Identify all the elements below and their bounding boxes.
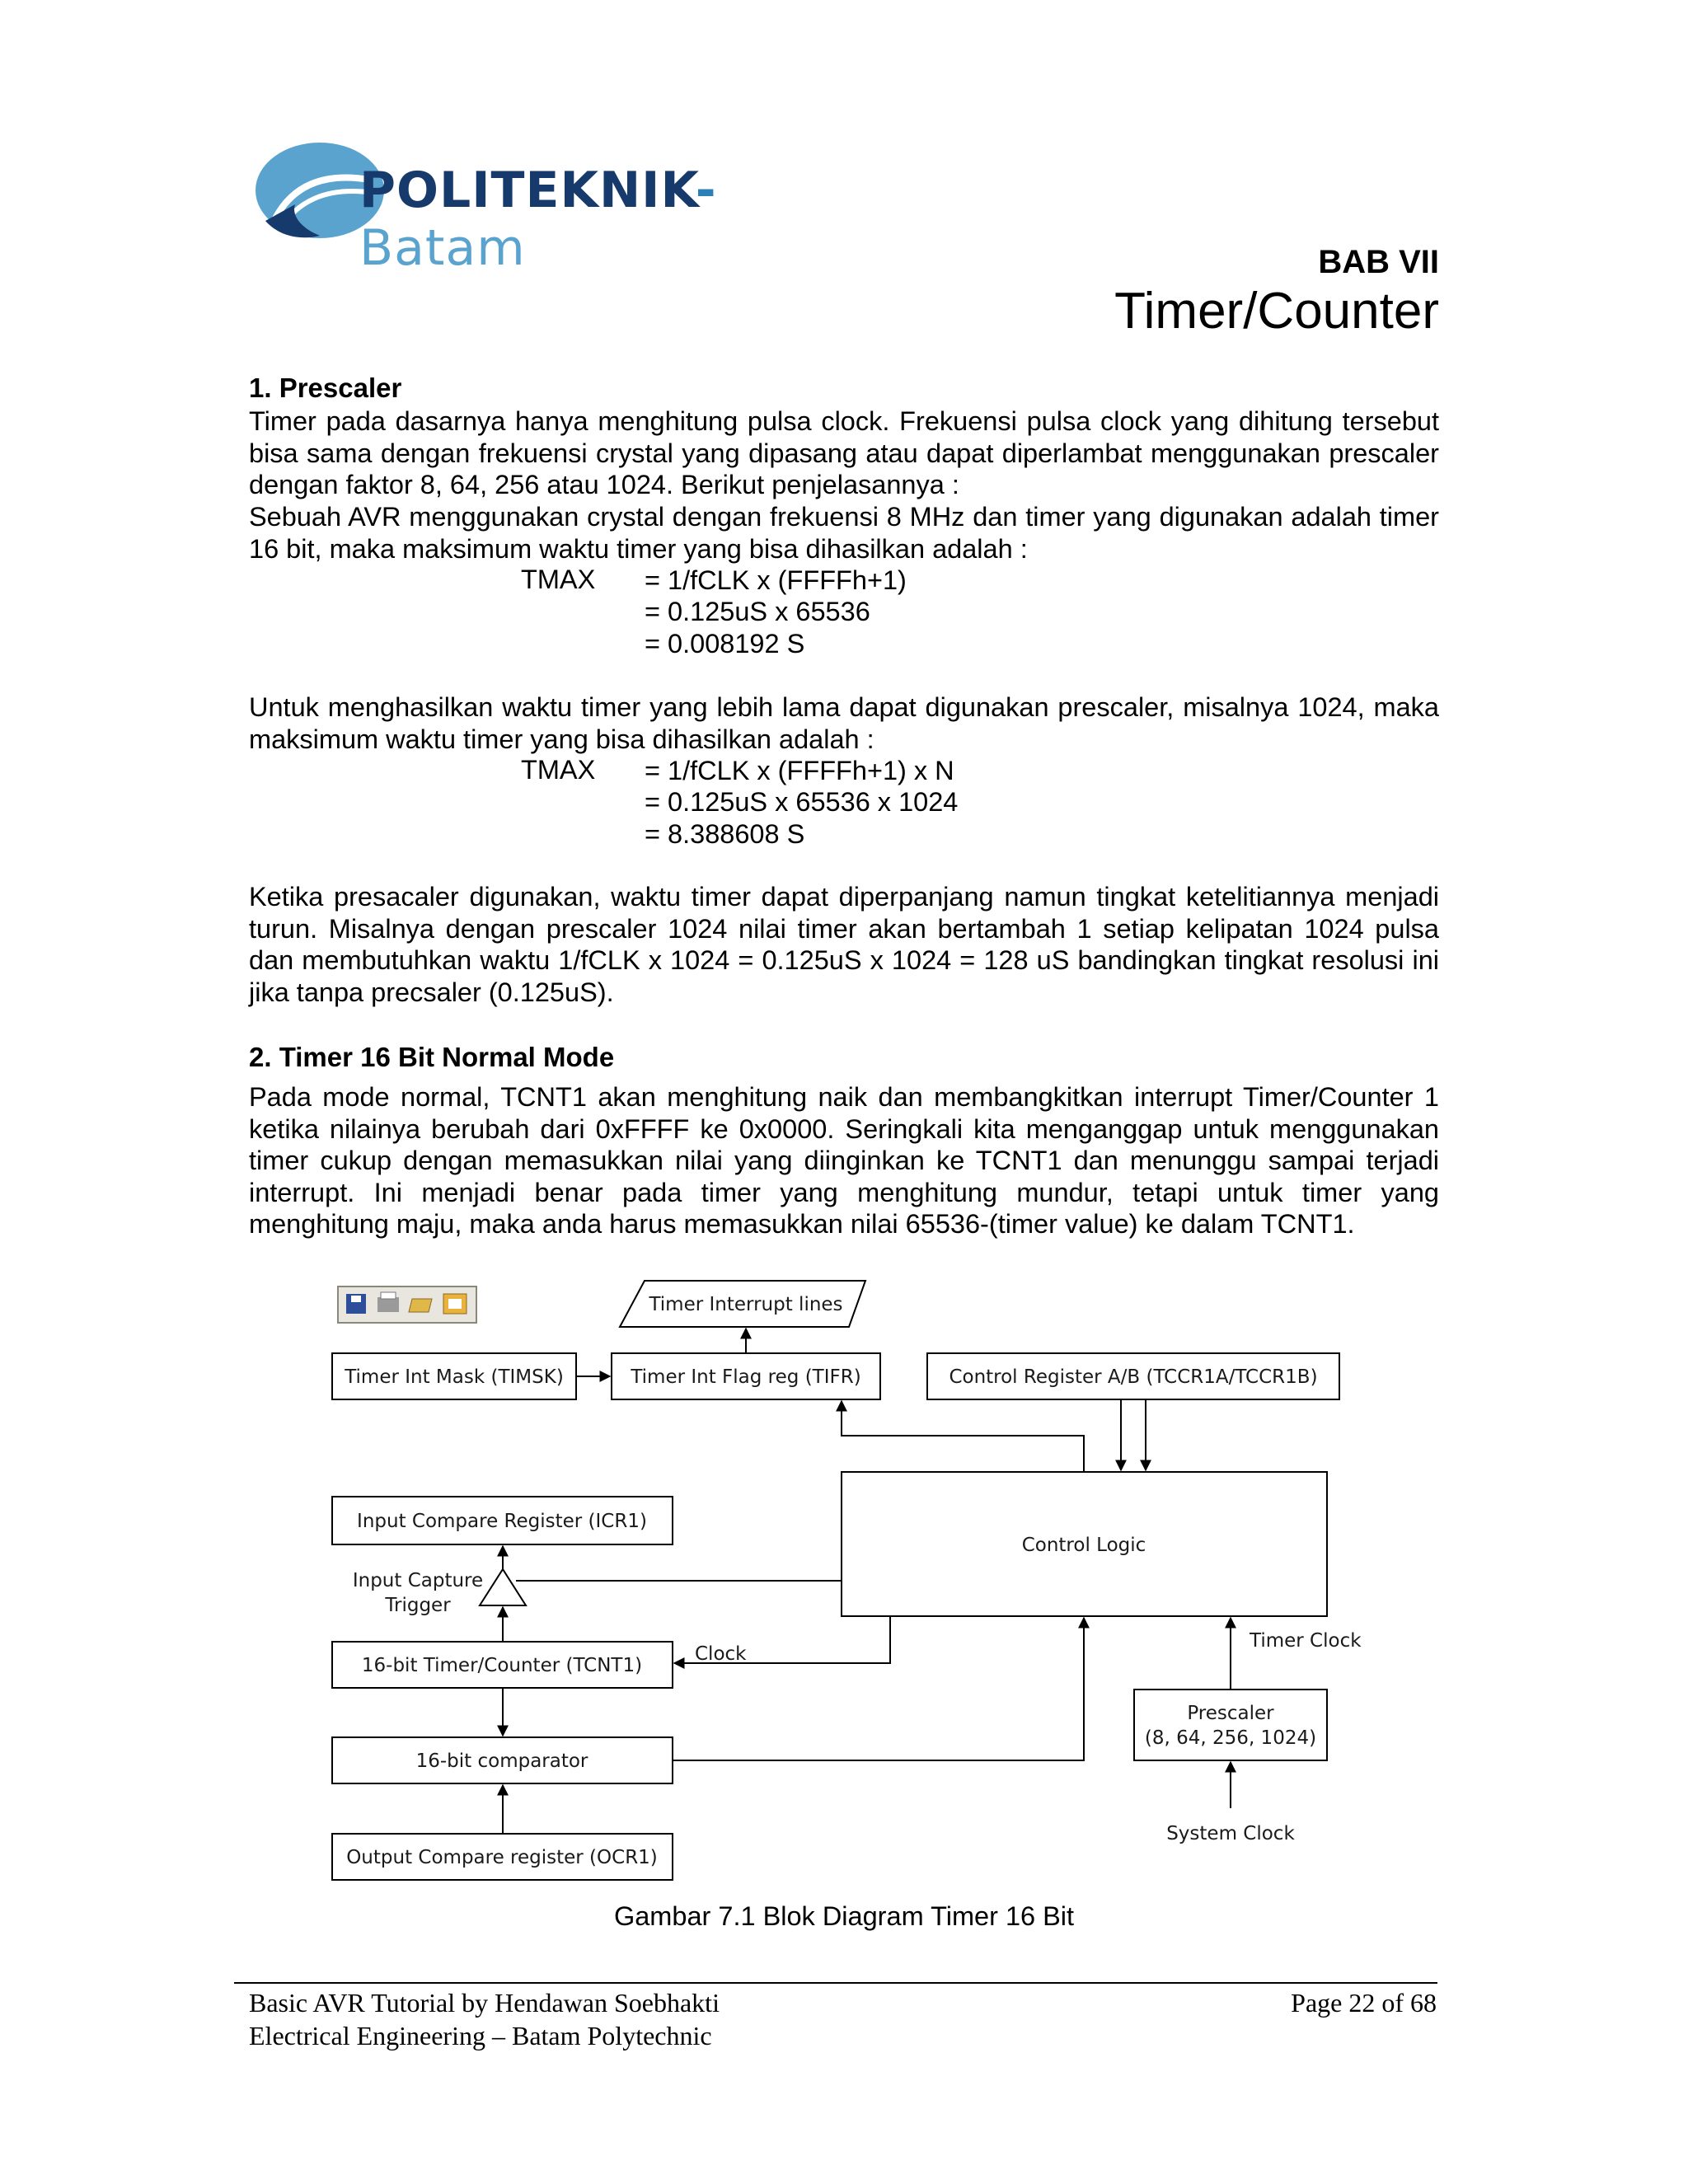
- control-logic-label: Control Logic: [1021, 1535, 1146, 1556]
- comparator-label: 16-bit comparator: [415, 1750, 588, 1772]
- clock-label: Clock: [695, 1643, 747, 1665]
- eq2-label: TMAX: [521, 755, 596, 785]
- logo-word-batam: Batam: [359, 219, 526, 277]
- input-capture-label-2: Trigger: [385, 1595, 451, 1616]
- chapter-label: BAB VII: [1318, 244, 1439, 280]
- section2-para1: Pada mode normal, TCNT1 akan menghitung naik dan membangkitkan interrupt Timer/Counter 1 ketika nilainya berubah dari 0xFFFF ke 0x0000. Seringkali kita menganggap untuk menggunakan timer cukup dengan memasukkan nilai yang diinginkan ke TCNT1 dan menunggu sampai terjadi interrupt. Ini menjadi benar pada timer yang menghitung mundur, tetapi untuk timer yang menghitung maju, maka anda harus memasukkan nilai 65536-(timer value) ke dalam TCNT1.: [249, 1082, 1439, 1239]
- section1-para4: Ketika presacaler digunakan, waktu timer dapat diperpanjang namun tingkat ketelitiannya menjadi turun. Misalnya dengan prescaler 1024 nilai timer akan bertambah 1 setiap kelipatan 1024 pulsa dan membutuhkan waktu 1/fCLK x 1024 = 0.125uS x 1024 = 128 uS bandingkan tingkat resolusi ini jika tanpa precsaler (0.125uS).: [249, 882, 1439, 1007]
- section1-para3: Untuk menghasilkan waktu timer yang lebih lama dapat digunakan prescaler, misalnya 1024, maka maksimum waktu timer yang bisa dihasilkan adalah :: [249, 692, 1439, 754]
- toolbar-icons: [338, 1286, 476, 1323]
- eq2-line1: = 1/fCLK x (FFFFh+1) x N: [645, 756, 954, 785]
- footer-page-number: Page 22 of 68: [1291, 1988, 1437, 2018]
- section1-para2: Sebuah AVR menggunakan crystal dengan frekuensi 8 MHz dan timer yang digunakan adalah timer 16 bit, maka maksimum waktu timer yang bisa dihasilkan adalah :: [249, 502, 1439, 564]
- open-icon: [409, 1299, 432, 1312]
- eq1-line2: = 0.125uS x 65536: [645, 597, 870, 626]
- section1-heading: 1. Prescaler: [249, 373, 402, 403]
- eq2-line2: = 0.125uS x 65536 x 1024: [645, 787, 959, 817]
- footer-department: Electrical Engineering – Batam Polytechnic: [249, 2021, 712, 2050]
- timer-interrupt-lines-label: Timer Interrupt lines: [649, 1294, 843, 1315]
- figure-caption: Gambar 7.1 Blok Diagram Timer 16 Bit: [613, 1901, 1075, 1931]
- footer-rule: [234, 1982, 1437, 1984]
- prescaler-label-2: (8, 64, 256, 1024): [1144, 1727, 1317, 1749]
- print-icon: [377, 1297, 399, 1312]
- timer-clock-label: Timer Clock: [1250, 1630, 1362, 1652]
- tcnt1-label: 16-bit Timer/Counter (TCNT1): [361, 1655, 643, 1676]
- section1-para1: Timer pada dasarnya hanya menghitung pulsa clock. Frekuensi pulsa clock yang dihitung tersebut bisa sama dengan frekuensi crystal yang dipasang atau dapat diperlambat menggunakan prescaler dengan faktor 8, 64, 256 atau 1024. Berikut penjelasannya :: [249, 406, 1439, 499]
- chapter-title: Timer/Counter: [1114, 283, 1439, 340]
- icr1-label: Input Compare Register (ICR1): [357, 1511, 647, 1532]
- eq2-line3: = 8.388608 S: [645, 819, 805, 849]
- eq1-label: TMAX: [521, 565, 596, 594]
- ocr1-label: Output Compare register (OCR1): [346, 1847, 658, 1868]
- eq1-line3: = 0.008192 S: [645, 629, 805, 658]
- input-capture-label-1: Input Capture: [352, 1570, 484, 1591]
- system-clock-label: System Clock: [1166, 1823, 1295, 1844]
- timsk-label: Timer Int Mask (TIMSK): [345, 1366, 564, 1388]
- footer-author: Basic AVR Tutorial by Hendawan Soebhakti: [249, 1988, 720, 2018]
- tifr-label: Timer Int Flag reg (TIFR): [631, 1366, 861, 1388]
- comparator-to-control-line: [673, 1618, 1084, 1760]
- eq1-line1: = 1/fCLK x (FFFFh+1): [645, 565, 907, 595]
- prescaler-label-1: Prescaler: [1187, 1703, 1274, 1724]
- section2-heading: 2. Timer 16 Bit Normal Mode: [249, 1042, 615, 1072]
- input-capture-trigger-icon: [480, 1569, 526, 1605]
- logo: POLITEKNIK-Batam: [254, 138, 831, 246]
- logo-word-politeknik: POLITEKNIK: [359, 162, 696, 219]
- control-to-tifr-line: [842, 1401, 1084, 1472]
- prescaler-box: [1134, 1690, 1327, 1760]
- tccr-label: Control Register A/B (TCCR1A/TCCR1B): [949, 1366, 1318, 1388]
